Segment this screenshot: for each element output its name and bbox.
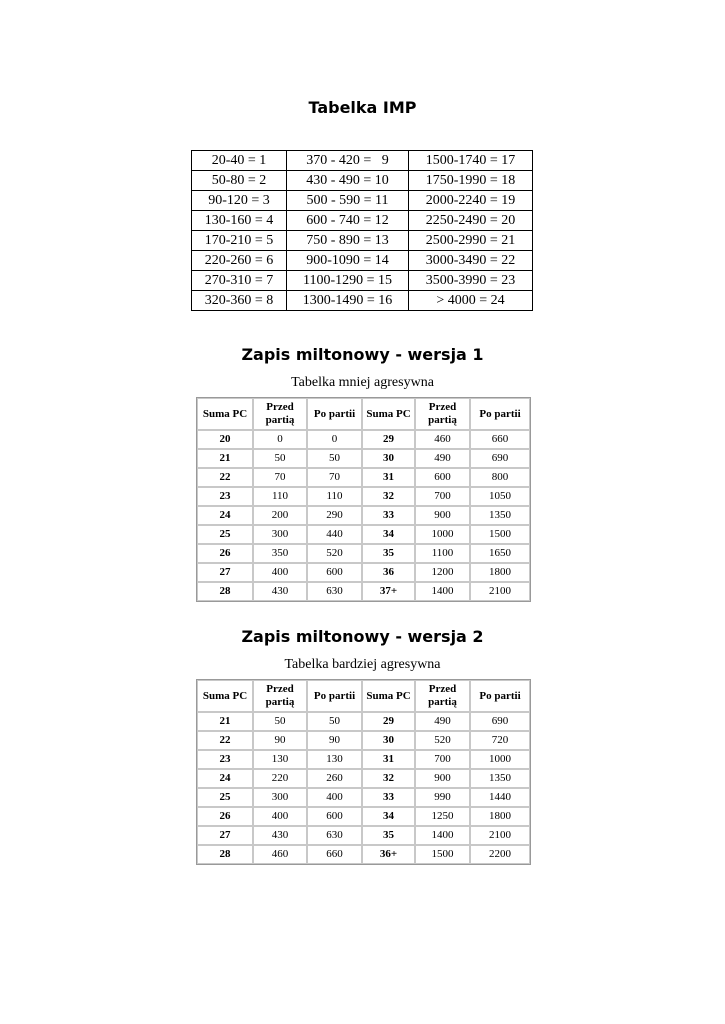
table-cell: 36 — [362, 563, 415, 582]
table-row — [192, 191, 533, 211]
table-cell: 24 — [197, 769, 253, 788]
table-cell: 200 — [253, 506, 307, 525]
table-cell: 690 — [470, 712, 530, 731]
table-row — [197, 788, 530, 807]
table-cell: 35 — [362, 544, 415, 563]
table-cell: 1250 — [415, 807, 470, 826]
table-cell: 21 — [197, 449, 253, 468]
table-cell: 300 — [253, 788, 307, 807]
table-cell: 1500 — [415, 845, 470, 864]
imp-cell: 1750-1990 = 18 — [409, 171, 533, 191]
table-cell: 400 — [253, 807, 307, 826]
table-cell: 33 — [362, 506, 415, 525]
table-cell: 33 — [362, 788, 415, 807]
table-cell: 660 — [307, 845, 362, 864]
milton1-title: Zapis miltonowy - wersja 1 — [241, 345, 484, 364]
imp-cell: 170-210 = 5 — [192, 231, 287, 251]
imp-cell: 3000-3490 = 22 — [409, 251, 533, 271]
milton2-title: Zapis miltonowy - wersja 2 — [241, 627, 484, 646]
table-row — [197, 468, 530, 487]
imp-cell: 1500-1740 = 17 — [409, 151, 533, 171]
imp-cell: 430 - 490 = 10 — [287, 171, 409, 191]
imp-cell: 50-80 = 2 — [192, 171, 287, 191]
imp-cell: 270-310 = 7 — [192, 271, 287, 291]
table-cell: 37+ — [362, 582, 415, 601]
table-row — [197, 712, 530, 731]
table-cell: 130 — [307, 750, 362, 769]
table-cell: 20 — [197, 430, 253, 449]
table-cell: 1440 — [470, 788, 530, 807]
imp-cell: 3500-3990 = 23 — [409, 271, 533, 291]
table-cell: 0 — [253, 430, 307, 449]
table-cell: 220 — [253, 769, 307, 788]
table-cell: 70 — [307, 468, 362, 487]
column-header: Po partii — [307, 680, 362, 712]
milton1-table — [196, 397, 531, 602]
table-row — [197, 506, 530, 525]
table-cell: 260 — [307, 769, 362, 788]
table-row — [192, 271, 533, 291]
column-header: Suma PC — [197, 398, 253, 430]
column-header: Po partii — [470, 680, 530, 712]
table-cell: 27 — [197, 826, 253, 845]
table-cell: 90 — [307, 731, 362, 750]
table-row — [192, 291, 533, 311]
table-cell: 29 — [362, 430, 415, 449]
table-row — [192, 151, 533, 171]
table-cell: 28 — [197, 582, 253, 601]
table-cell: 23 — [197, 750, 253, 769]
imp-cell: 320-360 = 8 — [192, 291, 287, 311]
table-cell: 300 — [253, 525, 307, 544]
column-header: Przed partią — [253, 680, 307, 712]
imp-cell: 1100-1290 = 15 — [287, 271, 409, 291]
table-cell: 24 — [197, 506, 253, 525]
table-row — [197, 487, 530, 506]
imp-cell: 90-120 = 3 — [192, 191, 287, 211]
table-cell: 30 — [362, 731, 415, 750]
table-cell: 31 — [362, 750, 415, 769]
table-cell: 2100 — [470, 826, 530, 845]
table-cell: 34 — [362, 807, 415, 826]
table-cell: 900 — [415, 769, 470, 788]
table-cell: 28 — [197, 845, 253, 864]
imp-cell: 500 - 590 = 11 — [287, 191, 409, 211]
imp-cell: > 4000 = 24 — [409, 291, 533, 311]
imp-table — [191, 150, 533, 311]
imp-cell: 370 - 420 = 9 — [287, 151, 409, 171]
imp-cell: 750 - 890 = 13 — [287, 231, 409, 251]
table-cell: 990 — [415, 788, 470, 807]
column-header: Suma PC — [362, 398, 415, 430]
table-cell: 32 — [362, 487, 415, 506]
table-cell: 1400 — [415, 582, 470, 601]
table-cell: 460 — [253, 845, 307, 864]
column-header: Suma PC — [197, 680, 253, 712]
table-cell: 21 — [197, 712, 253, 731]
table-row — [192, 231, 533, 251]
table-cell: 900 — [415, 506, 470, 525]
table-cell: 25 — [197, 525, 253, 544]
table-cell: 130 — [253, 750, 307, 769]
table-cell: 2100 — [470, 582, 530, 601]
imp-cell: 600 - 740 = 12 — [287, 211, 409, 231]
table-row — [192, 251, 533, 271]
table-cell: 90 — [253, 731, 307, 750]
table-cell: 26 — [197, 544, 253, 563]
imp-cell: 2250-2490 = 20 — [409, 211, 533, 231]
table-cell: 22 — [197, 731, 253, 750]
table-cell: 110 — [253, 487, 307, 506]
table-cell: 34 — [362, 525, 415, 544]
column-header: Przed partią — [415, 680, 470, 712]
table-cell: 29 — [362, 712, 415, 731]
milton2-subtitle: Tabelka bardziej agresywna — [284, 657, 441, 672]
table-cell: 0 — [307, 430, 362, 449]
table-cell: 22 — [197, 468, 253, 487]
table-cell: 520 — [307, 544, 362, 563]
table-cell: 800 — [470, 468, 530, 487]
table-row — [192, 171, 533, 191]
column-header: Po partii — [307, 398, 362, 430]
column-header: Przed partią — [253, 398, 307, 430]
table-cell: 430 — [253, 826, 307, 845]
table-cell: 1800 — [470, 807, 530, 826]
table-cell: 490 — [415, 449, 470, 468]
table-cell: 490 — [415, 712, 470, 731]
table-cell: 1100 — [415, 544, 470, 563]
table-row — [197, 845, 530, 864]
imp-cell: 1300-1490 = 16 — [287, 291, 409, 311]
table-cell: 1500 — [470, 525, 530, 544]
table-cell: 630 — [307, 582, 362, 601]
milton1-subtitle: Tabelka mniej agresywna — [291, 375, 434, 390]
imp-cell: 130-160 = 4 — [192, 211, 287, 231]
table-cell: 660 — [470, 430, 530, 449]
table-cell: 1400 — [415, 826, 470, 845]
imp-cell: 220-260 = 6 — [192, 251, 287, 271]
table-cell: 1000 — [415, 525, 470, 544]
table-row — [197, 525, 530, 544]
table-cell: 400 — [253, 563, 307, 582]
table-cell: 430 — [253, 582, 307, 601]
imp-title: Tabelka IMP — [308, 98, 417, 117]
table-cell: 35 — [362, 826, 415, 845]
table-cell: 1800 — [470, 563, 530, 582]
imp-cell: 20-40 = 1 — [192, 151, 287, 171]
table-cell: 630 — [307, 826, 362, 845]
table-cell: 50 — [307, 712, 362, 731]
table-cell: 50 — [253, 712, 307, 731]
table-row — [197, 826, 530, 845]
table-cell: 32 — [362, 769, 415, 788]
column-header: Po partii — [470, 398, 530, 430]
table-cell: 690 — [470, 449, 530, 468]
table-row — [197, 544, 530, 563]
table-row — [192, 211, 533, 231]
table-row — [197, 750, 530, 769]
table-cell: 50 — [253, 449, 307, 468]
table-cell: 26 — [197, 807, 253, 826]
milton2-table — [196, 679, 531, 865]
table-cell: 700 — [415, 487, 470, 506]
table-cell: 440 — [307, 525, 362, 544]
table-cell: 1350 — [470, 506, 530, 525]
table-cell: 1000 — [470, 750, 530, 769]
table-cell: 27 — [197, 563, 253, 582]
table-cell: 460 — [415, 430, 470, 449]
table-cell: 36+ — [362, 845, 415, 864]
table-cell: 30 — [362, 449, 415, 468]
table-row — [197, 731, 530, 750]
imp-cell: 2000-2240 = 19 — [409, 191, 533, 211]
table-cell: 110 — [307, 487, 362, 506]
table-cell: 400 — [307, 788, 362, 807]
table-cell: 520 — [415, 731, 470, 750]
table-row — [197, 807, 530, 826]
table-cell: 1350 — [470, 769, 530, 788]
table-cell: 720 — [470, 731, 530, 750]
column-header: Suma PC — [362, 680, 415, 712]
table-cell: 350 — [253, 544, 307, 563]
table-row — [197, 449, 530, 468]
table-cell: 600 — [307, 563, 362, 582]
table-cell: 50 — [307, 449, 362, 468]
table-cell: 600 — [415, 468, 470, 487]
table-cell: 23 — [197, 487, 253, 506]
table-cell: 600 — [307, 807, 362, 826]
table-row — [197, 582, 530, 601]
table-row — [197, 769, 530, 788]
table-row — [197, 430, 530, 449]
table-cell: 700 — [415, 750, 470, 769]
table-cell: 70 — [253, 468, 307, 487]
table-cell: 1200 — [415, 563, 470, 582]
table-cell: 2200 — [470, 845, 530, 864]
table-cell: 25 — [197, 788, 253, 807]
table-row — [197, 563, 530, 582]
table-cell: 1650 — [470, 544, 530, 563]
table-cell: 31 — [362, 468, 415, 487]
table-cell: 1050 — [470, 487, 530, 506]
imp-cell: 2500-2990 = 21 — [409, 231, 533, 251]
imp-cell: 900-1090 = 14 — [287, 251, 409, 271]
table-cell: 290 — [307, 506, 362, 525]
column-header: Przed partią — [415, 398, 470, 430]
